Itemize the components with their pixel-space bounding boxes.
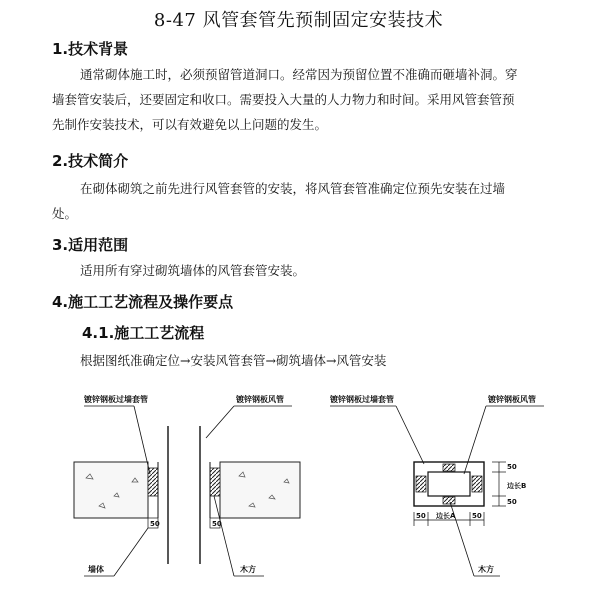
label-duct-left: 镀锌钢板风管	[236, 395, 284, 404]
label-dim-left-1: 50	[150, 520, 160, 528]
sleeve-hatch-right	[210, 468, 220, 496]
paragraph-line: 根据图纸准确定位→安装风管套管→砌筑墙体→风管安装	[80, 353, 387, 368]
label-dim-b: 边长B	[507, 482, 527, 490]
page-title: 8-47 风管套管先预制固定安装技术	[153, 10, 444, 31]
duct-inner	[428, 472, 470, 496]
wood-block-top	[443, 464, 455, 471]
wall-left-block	[74, 462, 148, 518]
section-paragraph-background	[52, 62, 552, 137]
label-wood-left: 木方	[240, 565, 256, 574]
figure-drawing	[44, 378, 556, 588]
label-dim-side-2: 50	[507, 498, 517, 506]
leader-wall-diag	[114, 528, 148, 576]
process-flow-text	[52, 348, 552, 373]
wall-right-block	[220, 462, 300, 518]
leader-duct-left-diag	[206, 406, 234, 438]
subsection-heading-flow: 4.1.施工工艺流程	[82, 324, 205, 342]
wood-block-left	[416, 476, 426, 492]
section-heading-background: 1.技术背景	[52, 40, 129, 58]
paragraph-line: 在砌体砌筑之前先进行风管套管的安装，将风管套管准确定位预先安装在过墙	[80, 181, 506, 196]
label-wall: 墙体	[88, 565, 104, 574]
section-paragraph-scope	[52, 258, 552, 283]
section-heading-scope: 3.适用范围	[52, 236, 129, 254]
label-duct-right: 镀锌钢板风管	[488, 395, 536, 404]
section-heading-intro: 2.技术简介	[52, 152, 129, 170]
section-paragraph-intro	[52, 176, 552, 226]
paragraph-line: 先制作安装技术，可以有效避免以上问题的发生。	[52, 117, 328, 132]
paragraph-line: 适用所有穿过砌筑墙体的风管套管安装。	[80, 263, 306, 278]
sleeve-installation-figure	[44, 378, 556, 588]
label-dim-side-1: 50	[507, 463, 517, 471]
label-sleeve-right: 镀锌钢板过墙套管	[330, 395, 394, 404]
wood-block-bottom	[443, 497, 455, 504]
paragraph-line: 墙套管安装后，还要固定和收口。需要投入大量的人力物力和时间。采用风管套管预	[52, 92, 515, 107]
section-heading-process: 4.施工工艺流程及操作要点	[52, 293, 234, 311]
paragraph-line: 通常砌体施工时，必须预留管道洞口。经常因为预留位置不准确而砸墙补洞。穿	[80, 67, 518, 82]
left-elevation-drawing	[74, 406, 300, 576]
label-dim-right-2: 50	[472, 512, 482, 520]
label-dim-left-2: 50	[212, 520, 222, 528]
label-wood-right: 木方	[478, 565, 494, 574]
leader-sleeve-right-diag	[396, 406, 424, 464]
paragraph-line: 处。	[52, 206, 78, 221]
wood-block-right	[472, 476, 482, 492]
label-dim-a: 边长A	[436, 512, 456, 520]
right-section-drawing	[330, 406, 544, 576]
label-dim-right-1: 50	[416, 512, 426, 520]
label-sleeve-left: 镀锌钢板过墙套管	[84, 395, 148, 404]
